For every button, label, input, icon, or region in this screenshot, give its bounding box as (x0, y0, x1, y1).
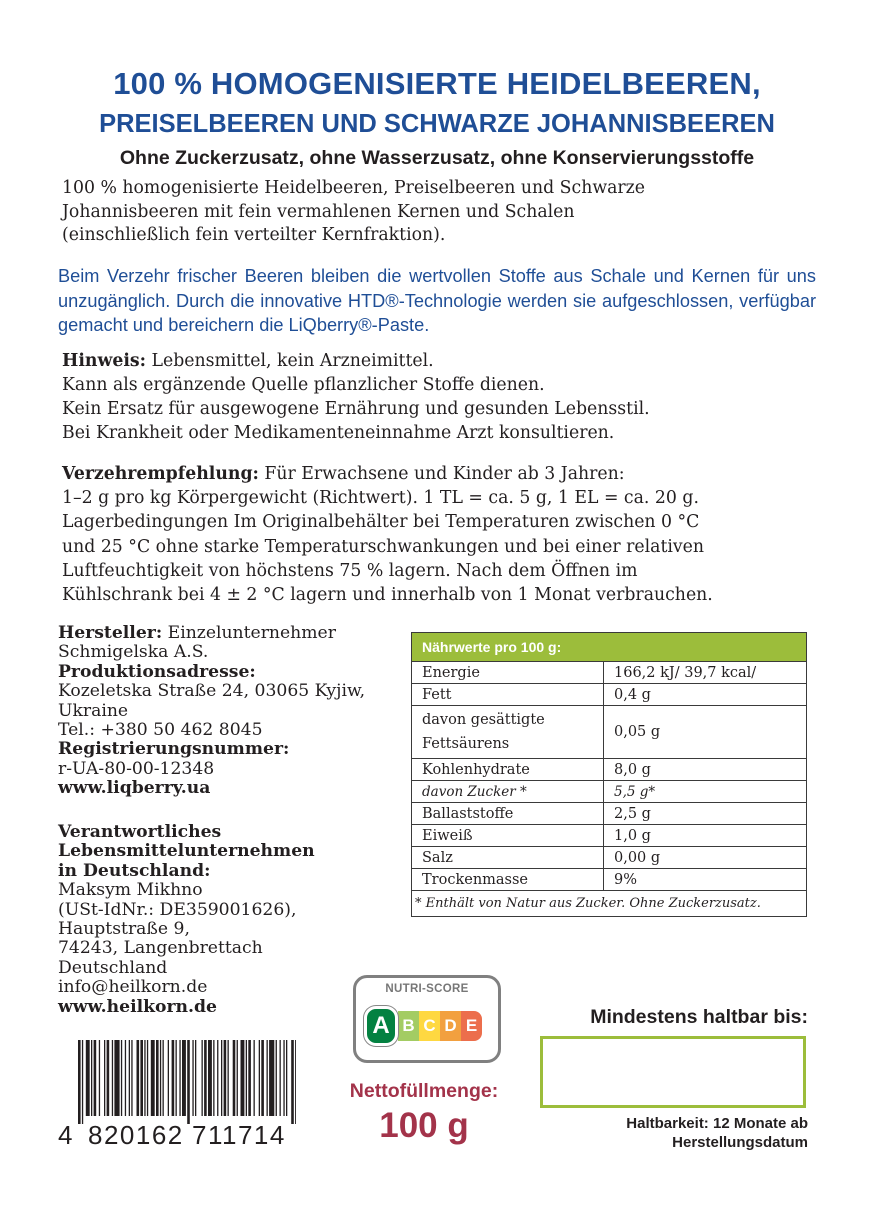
barcode-bar (91, 1040, 92, 1116)
nutri-score-grade-b: B (398, 1011, 419, 1041)
barcode-bar (228, 1040, 229, 1116)
barcode-bar (254, 1040, 255, 1116)
table-row (412, 684, 807, 706)
registration-number: r-UA-80-00-12348 (58, 758, 215, 779)
responsible-street: Hauptstraße 9, (58, 919, 190, 940)
best-before-label: Mindestens haltbar bis: (590, 1006, 808, 1028)
product-title-line2: PREISELBEEREN UND SCHWARZE JOHANNISBEEREN (99, 110, 775, 138)
nutrient-name-line: davon gesättigte (422, 712, 545, 728)
barcode-bar (104, 1040, 105, 1116)
barcode-bar (172, 1040, 175, 1116)
barcode-bar (259, 1040, 260, 1116)
barcode-bar (295, 1040, 296, 1124)
table-row (412, 825, 807, 847)
consumption-text: Für Erwachsene und Kinder ab 3 Jahren: (258, 464, 625, 484)
shelf-life-note (560, 1114, 808, 1152)
barcode-bar (217, 1040, 218, 1116)
table-row (412, 781, 807, 803)
barcode-bar (237, 1040, 238, 1116)
manufacturer-website[interactable]: www.liqberry.ua (58, 778, 211, 799)
manufacturer-phone: Tel.: +380 50 462 8045 (58, 720, 263, 741)
barcode-bar (213, 1040, 214, 1116)
barcode-digit-first: 4 (58, 1120, 74, 1150)
responsible-email[interactable]: info@heilkorn.de (58, 977, 208, 998)
nutrient-value: 9% (604, 869, 807, 891)
manufacturer-name: Schmigelska A.S. (58, 642, 209, 663)
nutrient-name: Kohlenhydrate (412, 759, 604, 781)
product-subtitle: Ohne Zuckerzusatz, ohne Wasserzusatz, ohne Konservierungsstoffe (119, 147, 755, 169)
barcode-bar (168, 1040, 169, 1116)
nutrient-name: Fett (412, 684, 604, 706)
responsible-name: Maksym Mikhno (58, 880, 203, 901)
barcode-bar (208, 1040, 212, 1116)
barcode-bar (267, 1040, 268, 1116)
nutri-score-badge (353, 975, 501, 1063)
nutrient-value: 5,5 g* (604, 781, 807, 803)
barcode-bar (147, 1040, 148, 1116)
nutrition-table (411, 632, 807, 917)
notice-text: Kein Ersatz für ausgewogene Ernährung und gesunden Lebensstil. (62, 399, 650, 419)
nutrition-header: Nährwerte pro 100 g: (412, 633, 807, 662)
description-line: Johannisbeeren mit fein vermahlenen Kernen und Schalen (62, 201, 575, 222)
best-before-box (540, 1036, 806, 1108)
nutrient-value: 0,05 g (604, 706, 807, 759)
responsible-label: Verantwortliches (58, 822, 222, 842)
table-row (412, 662, 807, 684)
barcode-bar (144, 1040, 145, 1116)
description-line: (einschließlich fein verteilter Kernfraktion). (62, 225, 446, 245)
barcode-bar (283, 1040, 284, 1116)
barcode-bar (246, 1040, 247, 1116)
barcode-bar (224, 1040, 227, 1116)
manufacturer-section (58, 624, 408, 799)
nutrient-value: 166,2 kJ/ 39,7 kcal/ (604, 662, 807, 684)
barcode-bar (286, 1040, 287, 1116)
table-row (412, 869, 807, 891)
nutrition-header-row (412, 633, 807, 662)
barcode-bar (151, 1040, 155, 1116)
barcode-bar (114, 1040, 119, 1116)
barcode-bar (78, 1040, 81, 1124)
barcode-bar (107, 1040, 110, 1116)
barcode-bar (204, 1040, 207, 1116)
product-title: 100 % HOMOGENISIERTE HEIDELBEEREN, (113, 66, 761, 101)
barcode-bar (187, 1040, 190, 1124)
barcode-bar (156, 1040, 159, 1116)
barcode-bar (195, 1040, 196, 1116)
barcode-bar (137, 1040, 140, 1116)
barcode-bar (241, 1040, 245, 1116)
storage-text: und 25 °C ohne starke Temperaturschwankungen und bei einer relativen (62, 536, 705, 557)
notice-label: Hinweis: (62, 351, 147, 371)
nutrition-footnote-row (412, 891, 807, 917)
barcode-bar (182, 1040, 186, 1116)
barcode-bar (269, 1040, 274, 1116)
barcode-bar (125, 1040, 126, 1116)
net-weight-value: 100 g (379, 1106, 469, 1145)
barcode-bar (233, 1040, 236, 1116)
barcode-bar (82, 1040, 83, 1124)
storage-text: Lagerbedingungen Im Originalbehälter bei Temperaturen zwischen 0 °C (62, 512, 700, 533)
barcode-digits-right: 711714 (192, 1120, 286, 1150)
responsible-country: Deutschland (58, 957, 168, 978)
nutri-score-grade-d: D (440, 1011, 461, 1041)
storage-text: Kühlschrank bei 4 ± 2 °C lagern und innerhalb von 1 Monat verbrauchen. (62, 585, 713, 606)
nutrition-footnote: * Enthält von Natur aus Zucker. Ohne Zuckerzusatz. (412, 891, 807, 917)
nutrient-name: Eiweiß (412, 825, 604, 847)
nutrient-name: Energie (412, 662, 604, 684)
barcode-bar (131, 1040, 132, 1116)
barcode (78, 1040, 296, 1124)
nutri-score-title: NUTRI-SCORE (385, 983, 469, 995)
nutrient-value: 0,4 g (604, 684, 807, 706)
manufacturer-name: Einzelunternehmer (162, 623, 336, 643)
barcode-bar (291, 1040, 294, 1124)
notice-text: Bei Krankheit oder Medikamenteneinnahme Arzt konsultieren. (62, 423, 615, 443)
nutrient-name (412, 706, 604, 759)
production-address: Kozeletska Straße 24, 03065 Kyjiw, (58, 681, 366, 702)
description (62, 177, 822, 248)
notice-section (62, 349, 822, 445)
technology-paragraph: Beim Verzehr frischer Beeren bleiben die wertvollen Stoffe aus Schale und Kernen für uns unzugänglich. Durch die innovative HTD®-Technologie werden sie aufgeschlossen, verfügbar gemacht und bereichern die LiQberry®-Paste. (58, 266, 816, 335)
barcode-bar (129, 1040, 130, 1116)
nutri-score-grade-c: C (419, 1011, 440, 1041)
notice-text: Kann als ergänzende Quelle pflanzlicher Stoffe dienen. (62, 375, 545, 395)
table-row (412, 803, 807, 825)
nutrient-value: 1,0 g (604, 825, 807, 847)
nutrient-value: 0,00 g (604, 847, 807, 869)
barcode-bar (179, 1040, 180, 1116)
nutrient-name: Trockenmasse (412, 869, 604, 891)
table-row (412, 706, 807, 759)
table-row (412, 847, 807, 869)
barcode-bar (160, 1040, 161, 1116)
net-weight-label: Nettofüllmenge: (349, 1080, 499, 1102)
description-line: 100 % homogenisierte Heidelbeeren, Preiselbeeren und Schwarze (62, 178, 646, 198)
barcode-bar (121, 1040, 122, 1116)
table-row (412, 759, 807, 781)
barcode-bar (261, 1040, 264, 1116)
barcode-bar (94, 1040, 97, 1116)
barcode-bar (112, 1040, 113, 1116)
registration-label: Registrierungsnummer: (58, 739, 290, 760)
barcode-bar (99, 1040, 100, 1116)
responsible-website[interactable]: www.heilkorn.de (58, 996, 217, 1017)
barcode-bar (221, 1040, 222, 1116)
shelf-life-line: Haltbarkeit: 12 Monate ab (626, 1115, 808, 1132)
barcode-bar (140, 1040, 143, 1116)
nutri-score-grade-e: E (461, 1011, 482, 1041)
notice-text: Lebensmittel, kein Arzneimittel. (146, 351, 434, 371)
nutrient-name: davon Zucker * (412, 781, 604, 803)
responsible-vat: (USt-IdNr.: DE359001626), (58, 899, 297, 920)
shelf-life-line: Herstellungsdatum (672, 1134, 808, 1151)
barcode-bar (176, 1040, 177, 1116)
barcode-bar (202, 1040, 203, 1116)
barcode-bar (280, 1040, 281, 1116)
barcode-bar (163, 1040, 164, 1116)
barcode-bar (248, 1040, 251, 1116)
barcode-bar (86, 1040, 90, 1116)
nutrient-name: Salz (412, 847, 604, 869)
manufacturer-label: Hersteller: (58, 623, 163, 643)
production-address: Ukraine (58, 700, 129, 721)
responsible-label: in Deutschland: (58, 860, 211, 881)
barcode-bar (192, 1040, 193, 1116)
storage-text: Luftfeuchtigkeit von höchstens 75 % lagern. Nach dem Öffnen im (62, 560, 638, 581)
production-address-label: Produktionsadresse: (58, 661, 256, 682)
nutri-score-grade-a: A (364, 1006, 398, 1046)
responsible-label: Lebensmittelunternehmen (58, 841, 315, 862)
nutrient-value: 2,5 g (604, 803, 807, 825)
nutrient-name: Ballaststoffe (412, 803, 604, 825)
consumption-text: 1–2 g pro kg Körpergewicht (Richtwert). 1 TL = ca. 5 g, 1 EL = ca. 20 g. (62, 488, 699, 509)
nutri-score-scale (364, 1008, 490, 1044)
nutrient-value: 8,0 g (604, 759, 807, 781)
nutrient-name-line: Fettsäurens (422, 736, 510, 752)
responsible-city: 74243, Langenbrettach (58, 938, 263, 959)
consumption-label: Verzehrempfehlung: (62, 464, 259, 484)
barcode-bar (276, 1040, 277, 1116)
consumption-section (62, 462, 822, 607)
barcode-digits-left: 820162 (88, 1120, 184, 1150)
